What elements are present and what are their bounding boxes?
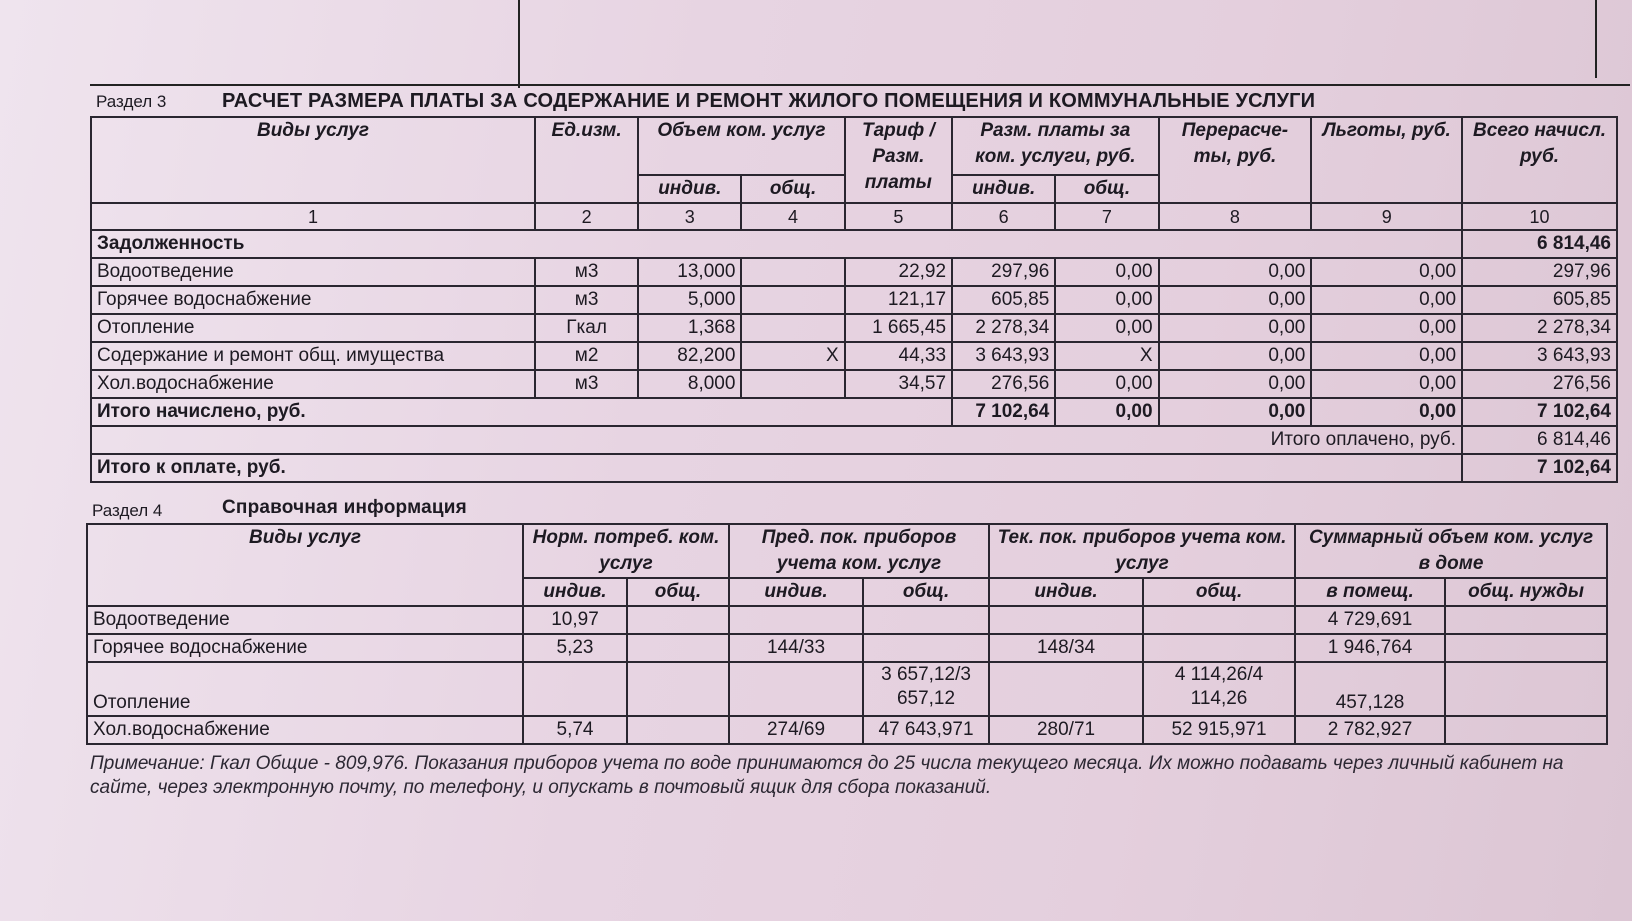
paid-row [91, 426, 1617, 454]
norm-indiv-cell [523, 662, 627, 716]
table-row [91, 314, 1617, 342]
benefit-cell: 0,00 [1311, 370, 1462, 398]
benefit-cell: 0,00 [1311, 286, 1462, 314]
column-number: 6 [952, 203, 1055, 230]
unit-cell: м3 [535, 258, 638, 286]
prev-indiv-cell [729, 662, 863, 716]
header-curr-readings: Тек. пок. приборов учета ком. услуг [989, 524, 1295, 578]
header-services: Виды услуг [91, 117, 535, 203]
service-name: Хол.водоснабжение [91, 370, 535, 398]
curr-common-cell [1143, 634, 1295, 662]
service-name: Водоотведение [87, 606, 523, 634]
volume-indiv-cell: 82,200 [638, 342, 741, 370]
prev-common-cell [863, 606, 989, 634]
sum-room-cell: 1 946,764 [1295, 634, 1445, 662]
sum-common-cell [1445, 716, 1607, 744]
column-number: 8 [1159, 203, 1312, 230]
header-benefits: Льготы, руб. [1311, 117, 1462, 203]
header-tariff: Тариф / Разм. платы [845, 117, 952, 203]
total-cell: 297,96 [1462, 258, 1617, 286]
header-prev-common: общ. [863, 578, 989, 606]
frame-line [1595, 0, 1597, 78]
header-prev-indiv: индив. [729, 578, 863, 606]
section3-table [90, 116, 1618, 483]
volume-indiv-cell: 1,368 [638, 314, 741, 342]
table-row [87, 634, 1607, 662]
sum-common-cell [1445, 634, 1607, 662]
accrued-pay-indiv: 7 102,64 [952, 398, 1055, 426]
curr-indiv-cell: 280/71 [989, 716, 1143, 744]
recalc-cell: 0,00 [1159, 258, 1312, 286]
volume-indiv-cell: 5,000 [638, 286, 741, 314]
unit-cell: Гкал [535, 314, 638, 342]
accrued-total: 7 102,64 [1462, 398, 1617, 426]
recalc-cell: 0,00 [1159, 314, 1312, 342]
service-name: Содержание и ремонт общ. имущества [91, 342, 535, 370]
payment-indiv-cell: 2 278,34 [952, 314, 1055, 342]
prev-common-cell [863, 634, 989, 662]
service-name: Отопление [91, 314, 535, 342]
column-number: 3 [638, 203, 741, 230]
accrued-benefit: 0,00 [1311, 398, 1462, 426]
norm-indiv-cell: 10,97 [523, 606, 627, 634]
volume-common-cell: X [741, 342, 844, 370]
to-pay-label: Итого к оплате, руб. [91, 454, 1462, 482]
volume-common-cell [741, 370, 844, 398]
prev-indiv-cell [729, 606, 863, 634]
sum-room-cell: 4 729,691 [1295, 606, 1445, 634]
service-name: Водоотведение [91, 258, 535, 286]
tariff-cell: 22,92 [845, 258, 952, 286]
volume-common-cell [741, 314, 844, 342]
header-volume-common: общ. [741, 175, 844, 203]
debt-value: 6 814,46 [1462, 230, 1617, 258]
section4-label: Раздел 4 [92, 501, 163, 520]
column-number: 4 [741, 203, 844, 230]
payment-common-cell: 0,00 [1055, 286, 1158, 314]
total-cell: 605,85 [1462, 286, 1617, 314]
section3-label: Раздел 3 [96, 92, 167, 111]
header-volume: Объем ком. услуг [638, 117, 844, 175]
curr-common-cell [1143, 606, 1295, 634]
recalc-cell: 0,00 [1159, 370, 1312, 398]
header-curr-indiv: индив. [989, 578, 1143, 606]
norm-common-cell [627, 716, 729, 744]
table-row [91, 342, 1617, 370]
norm-common-cell [627, 606, 729, 634]
paid-label: Итого оплачено, руб. [91, 426, 1462, 454]
payment-indiv-cell: 276,56 [952, 370, 1055, 398]
payment-common-cell: X [1055, 342, 1158, 370]
benefit-cell: 0,00 [1311, 342, 1462, 370]
header-norm: Норм. потреб. ком. услуг [523, 524, 729, 578]
accrued-pay-common: 0,00 [1055, 398, 1158, 426]
accrued-recalc: 0,00 [1159, 398, 1312, 426]
header-prev-readings: Пред. пок. приборов учета ком. услуг [729, 524, 989, 578]
benefit-cell: 0,00 [1311, 314, 1462, 342]
volume-indiv-cell: 8,000 [638, 370, 741, 398]
recalc-cell: 0,00 [1159, 342, 1312, 370]
payment-indiv-cell: 605,85 [952, 286, 1055, 314]
column-number: 10 [1462, 203, 1617, 230]
service-name: Горячее водоснабжение [91, 286, 535, 314]
norm-common-cell [627, 634, 729, 662]
table-row [87, 662, 1607, 716]
header-services: Виды услуг [87, 524, 523, 606]
total-cell: 276,56 [1462, 370, 1617, 398]
accrued-row [91, 398, 1617, 426]
sum-room-cell: 2 782,927 [1295, 716, 1445, 744]
frame-line [518, 0, 520, 88]
service-name: Отопление [87, 662, 523, 716]
total-cell: 2 278,34 [1462, 314, 1617, 342]
table-row [87, 606, 1607, 634]
norm-indiv-cell: 5,74 [523, 716, 627, 744]
payment-common-cell: 0,00 [1055, 314, 1158, 342]
curr-indiv-cell [989, 662, 1143, 716]
tariff-cell: 34,57 [845, 370, 952, 398]
header-sum-common-needs: общ. нужды [1445, 578, 1607, 606]
header-curr-common: общ. [1143, 578, 1295, 606]
sum-room-cell: 457,128 [1295, 662, 1445, 716]
section3-title: РАСЧЕТ РАЗМЕРА ПЛАТЫ ЗА СОДЕРЖАНИЕ И РЕМОНТ ЖИЛОГО ПОМЕЩЕНИЯ И КОММУНАЛЬНЫЕ УСЛУГИ [222, 90, 1316, 112]
column-number: 7 [1055, 203, 1158, 230]
table-row [91, 258, 1617, 286]
to-pay-row [91, 454, 1617, 482]
unit-cell: м2 [535, 342, 638, 370]
tariff-cell: 121,17 [845, 286, 952, 314]
table-row [87, 716, 1607, 744]
curr-indiv-cell: 148/34 [989, 634, 1143, 662]
to-pay-value: 7 102,64 [1462, 454, 1617, 482]
header-payment: Разм. платы за ком. услуги, руб. [952, 117, 1158, 175]
header-sum-volume: Суммарный объем ком. услуг в доме [1295, 524, 1607, 578]
header-norm-indiv: индив. [523, 578, 627, 606]
frame-line [90, 84, 1630, 86]
curr-common-cell: 52 915,971 [1143, 716, 1295, 744]
tariff-cell: 44,33 [845, 342, 952, 370]
total-cell: 3 643,93 [1462, 342, 1617, 370]
service-name: Хол.водоснабжение [87, 716, 523, 744]
volume-common-cell [741, 286, 844, 314]
section4-title: Справочная информация [222, 497, 467, 518]
header-total: Всего начисл. руб. [1462, 117, 1617, 203]
norm-common-cell [627, 662, 729, 716]
column-number: 1 [91, 203, 535, 230]
curr-indiv-cell [989, 606, 1143, 634]
curr-common-cell: 4 114,26/4 114,26 [1143, 662, 1295, 716]
header-volume-indiv: индив. [638, 175, 741, 203]
unit-cell: м3 [535, 370, 638, 398]
volume-indiv-cell: 13,000 [638, 258, 741, 286]
table-row [91, 286, 1617, 314]
prev-indiv-cell: 274/69 [729, 716, 863, 744]
sum-common-cell [1445, 606, 1607, 634]
column-number: 2 [535, 203, 638, 230]
accrued-label: Итого начислено, руб. [91, 398, 952, 426]
header-sum-room: в помещ. [1295, 578, 1445, 606]
unit-cell: м3 [535, 286, 638, 314]
volume-common-cell [741, 258, 844, 286]
payment-common-cell: 0,00 [1055, 258, 1158, 286]
norm-indiv-cell: 5,23 [523, 634, 627, 662]
table-row [91, 370, 1617, 398]
payment-common-cell: 0,00 [1055, 370, 1158, 398]
sum-common-cell [1445, 662, 1607, 716]
header-payment-indiv: индив. [952, 175, 1055, 203]
column-number: 5 [845, 203, 952, 230]
header-unit: Ед.изм. [535, 117, 638, 203]
paid-value: 6 814,46 [1462, 426, 1617, 454]
section4-table [86, 523, 1608, 745]
header-recalc: Перерасче-ты, руб. [1159, 117, 1312, 203]
header-payment-common: общ. [1055, 175, 1158, 203]
prev-indiv-cell: 144/33 [729, 634, 863, 662]
footnote: Примечание: Гкал Общие - 809,976. Показания приборов учета по воде принимаются до 25 числа текущего месяца. Их можно подавать через личный кабинет на сайте, через электронную почту, по телефону, и опускать в почтовый ящик для сбора показаний. [90, 753, 1564, 798]
tariff-cell: 1 665,45 [845, 314, 952, 342]
debt-label: Задолженность [91, 230, 1462, 258]
prev-common-cell: 3 657,12/3 657,12 [863, 662, 989, 716]
recalc-cell: 0,00 [1159, 286, 1312, 314]
payment-indiv-cell: 3 643,93 [952, 342, 1055, 370]
column-number: 9 [1311, 203, 1462, 230]
prev-common-cell: 47 643,971 [863, 716, 989, 744]
service-name: Горячее водоснабжение [87, 634, 523, 662]
payment-indiv-cell: 297,96 [952, 258, 1055, 286]
header-norm-common: общ. [627, 578, 729, 606]
benefit-cell: 0,00 [1311, 258, 1462, 286]
